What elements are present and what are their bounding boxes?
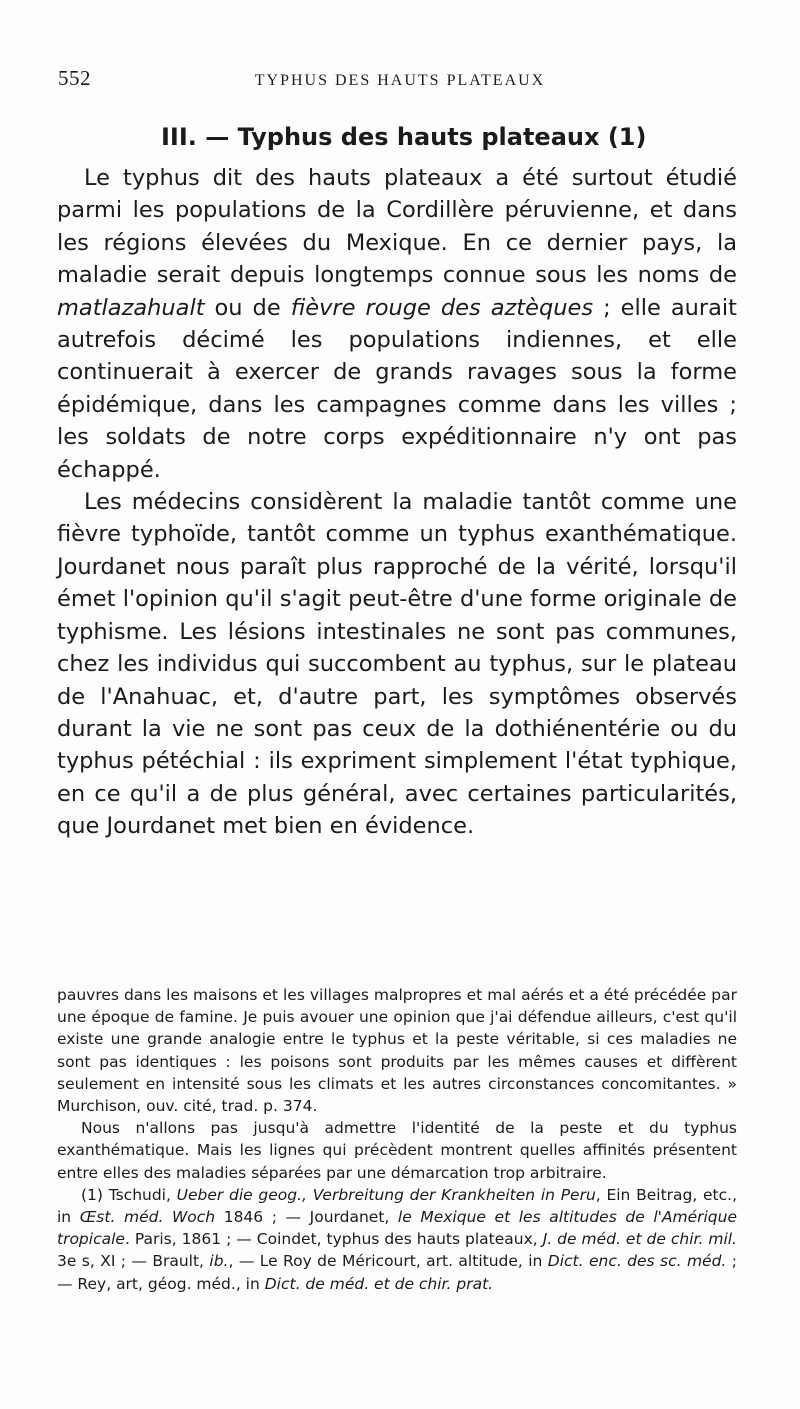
page-number: 552 <box>58 66 91 90</box>
term-matlazahualt: matlazahualt <box>57 294 205 321</box>
section-title: III. — Typhus des hauts plateaux (1) <box>161 123 647 151</box>
footnotes <box>57 984 737 1295</box>
body-paragraph: Le typhus dit des hauts plateaux a été surtout étudié parmi les populations de la Cordillère péruvienne, et dans les régions élevées du Mexique. En ce dernier pays, la maladie serait depuis longtemps connue sous les noms de matlazahualt ou de fièvre rouge des aztèques ; elle aurait autrefois décimé les populations indiennes, et elle continuerait à exercer de grands ravages sous la forme épidémique, dans les campagnes comme dans les villes ; les soldats de notre corps expéditionnaire n'y ont pas échappé. <box>57 165 737 483</box>
main-text <box>57 162 737 843</box>
footnote-references: (1) Tschudi, Ueber die geog., Verbreitung der Krankheiten in Peru, Ein Beitrag, etc., in Œst. méd. Woch 1846 ; — Jourdanet, le Mexique et les altitudes de l'Amérique tropicale. Paris, 1861 ; — Coindet, typhus des hauts plateaux, J. de méd. et de chir. mil. 3e s, XI ; — Brault, ib., — Le Roy de Méricourt, art. altitude, in Dict. enc. des sc. méd. ; — Rey, art, géog. méd., in Dict. de méd. et de chir. prat. <box>57 1185 738 1293</box>
footnote-continuation: pauvres dans les maisons et les villages malpropres et mal aérés et a été précédée par une époque de famine. Je puis avouer une opinion que j'ai défendue ailleurs, c'est qu'il existe une grande analogie entre le typhus et la peste véritable, si ces maladies ne sont pas identiques : les poisons sont produits par les mêmes causes et diffèrent seulement en intensité sous les climats et les autres circonstances concomitantes. » Murchison, ouv. cité, trad. p. 374. <box>57 986 737 1116</box>
body-paragraph: Les médecins considèrent la maladie tantôt comme une fièvre typhoïde, tantôt comme un typhus exanthématique. Jourdanet nous paraît plus rapproché de la vérité, lorsqu'il émet l'opinion qu'il s'agit peut-être d'une forme originale de typhisme. Les lésions intestinales ne sont pas communes, chez les individus qui succombent au typhus, sur le plateau de l'Anahuac, et, d'autre part, les symptômes observés durant la vie ne sont pas ceux de la dothiénentérie ou du typhus pétéchial : ils expriment simplement l'état typhique, en ce qu'il a de plus général, avec certaines particularités, que Jourdanet met bien en évidence. <box>57 489 737 840</box>
footnote-note: Nous n'allons pas jusqu'à admettre l'identité de la peste et du typhus exanthématique. Mais les lignes qui précèdent montrent quelles affinités présentent entre elles des maladies séparées par une démarcation trop arbitraire. <box>57 1119 737 1182</box>
term-fievre-rouge: fièvre rouge des aztèques <box>290 294 594 321</box>
running-head: TYPHUS DES HAUTS PLATEAUX <box>254 72 546 89</box>
